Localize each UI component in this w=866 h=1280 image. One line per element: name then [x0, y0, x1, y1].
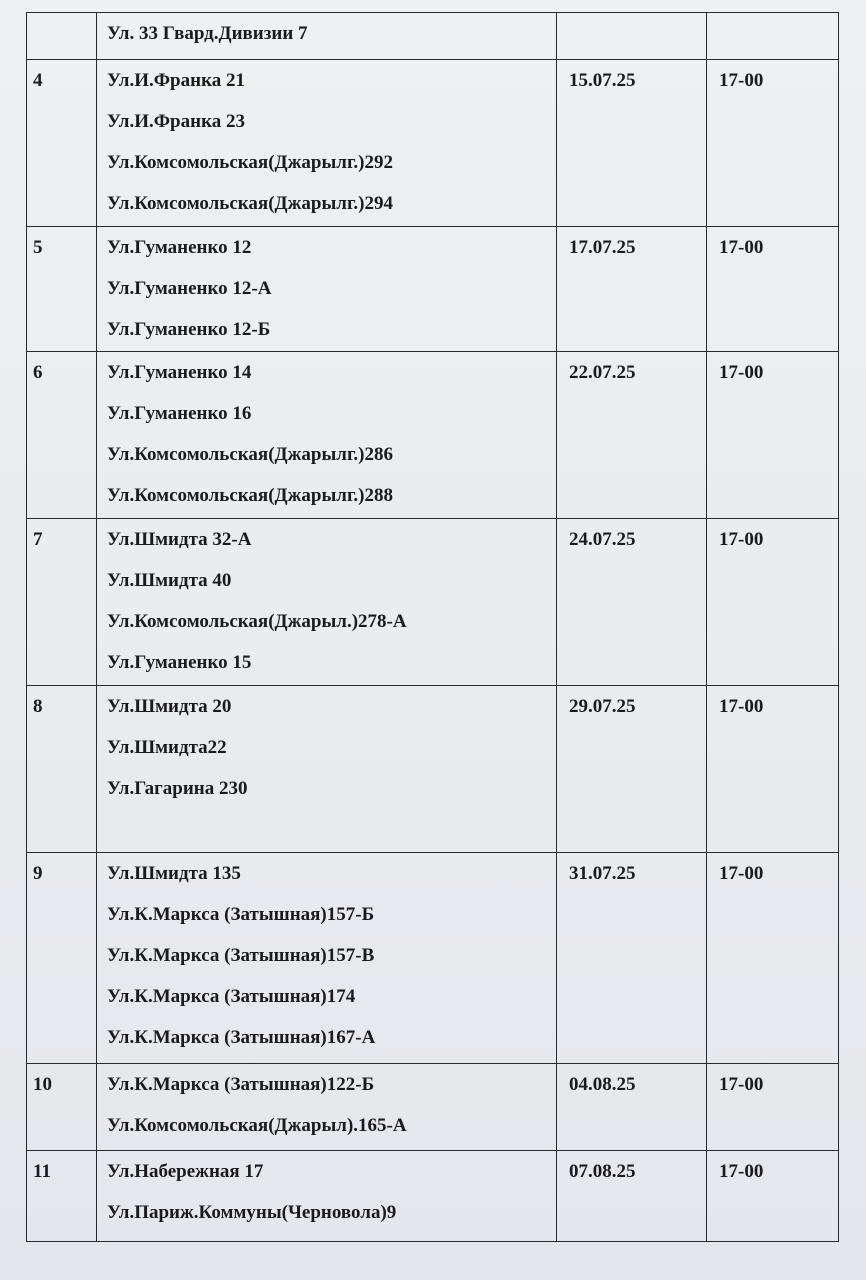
address-line: Ул.Комсомольская(Джарылг.)288 [107, 485, 394, 506]
row-number: 7 [27, 519, 97, 686]
address-line: Ул.Гуманенко 15 [107, 652, 252, 673]
time-cell: 17-00 [707, 352, 839, 519]
table-row [27, 519, 839, 686]
address-line: Ул.Шмидта 40 [107, 570, 232, 591]
table-row [27, 1064, 839, 1151]
address-line: Ул.К.Маркса (Затышная)122-Б [107, 1074, 375, 1095]
table-row [27, 1151, 839, 1242]
date-cell: 22.07.25 [557, 352, 707, 519]
address-line: Ул.И.Франка 21 [107, 70, 245, 91]
row-number: 4 [27, 60, 97, 227]
table-row [27, 686, 839, 853]
row-number: 10 [27, 1064, 97, 1151]
address-line: Ул.Гуманенко 12-А [107, 278, 272, 299]
time-cell: 17-00 [707, 1064, 839, 1151]
address-line: Ул.Комсомольская(Джарылг.)292 [107, 152, 394, 173]
address-line: Ул.Париж.Коммуны(Черновола)9 [107, 1202, 397, 1223]
address-line: Ул.Комсомольская(Джарыл).165-А [107, 1115, 407, 1136]
address-line: Ул.Гуманенко 12 [107, 237, 252, 258]
address-cell [97, 60, 557, 227]
time-cell: 17-00 [707, 686, 839, 853]
address-line: Ул.Шмидта 20 [107, 696, 232, 717]
time-cell [707, 13, 839, 60]
address-line: Ул.К.Маркса (Затышная)167-А [107, 1027, 376, 1048]
time-cell: 17-00 [707, 853, 839, 1064]
address-cell [97, 227, 557, 352]
address-line: Ул.Гуманенко 14 [107, 362, 252, 383]
address-line: Ул.Набережная 17 [107, 1161, 264, 1182]
address-cell [97, 13, 557, 60]
address-line: Ул.Гагарина 230 [107, 778, 248, 799]
row-number [27, 13, 97, 60]
date-cell: 24.07.25 [557, 519, 707, 686]
address-line: Ул.Комсомольская(Джарыл.)278-А [107, 611, 407, 632]
address-line: Ул.Комсомольская(Джарылг.)286 [107, 444, 394, 465]
address-cell [97, 853, 557, 1064]
address-cell [97, 352, 557, 519]
table-row [27, 853, 839, 1064]
address-line: Ул. 33 Гвард.Дивизии 7 [107, 23, 308, 44]
address-line: Ул.Гуманенко 16 [107, 403, 252, 424]
address-line: Ул.Комсомольская(Джарылг.)294 [107, 193, 394, 214]
time-cell: 17-00 [707, 227, 839, 352]
date-cell: 04.08.25 [557, 1064, 707, 1151]
address-cell [97, 686, 557, 853]
date-cell: 31.07.25 [557, 853, 707, 1064]
table-row [27, 352, 839, 519]
time-cell: 17-00 [707, 1151, 839, 1242]
row-number: 9 [27, 853, 97, 1064]
address-line: Ул.К.Маркса (Затышная)174 [107, 986, 356, 1007]
address-cell [97, 1151, 557, 1242]
address-line: Ул.Шмидта 135 [107, 863, 241, 884]
table-row [27, 60, 839, 227]
address-cell [97, 519, 557, 686]
address-line: Ул.К.Маркса (Затышная)157-В [107, 945, 375, 966]
date-cell: 15.07.25 [557, 60, 707, 227]
table-row [27, 227, 839, 352]
address-line: Ул.И.Франка 23 [107, 111, 245, 132]
row-number: 5 [27, 227, 97, 352]
table-row [27, 13, 839, 60]
time-cell: 17-00 [707, 60, 839, 227]
row-number: 6 [27, 352, 97, 519]
row-number: 8 [27, 686, 97, 853]
schedule-table [26, 12, 839, 1242]
address-line: Ул.К.Маркса (Затышная)157-Б [107, 904, 375, 925]
date-cell [557, 13, 707, 60]
address-cell [97, 1064, 557, 1151]
date-cell: 29.07.25 [557, 686, 707, 853]
address-line: Ул.Шмидта22 [107, 737, 227, 758]
address-line: Ул.Шмидта 32-А [107, 529, 252, 550]
date-cell: 07.08.25 [557, 1151, 707, 1242]
time-cell: 17-00 [707, 519, 839, 686]
date-cell: 17.07.25 [557, 227, 707, 352]
address-line: Ул.Гуманенко 12-Б [107, 319, 271, 340]
row-number: 11 [27, 1151, 97, 1242]
